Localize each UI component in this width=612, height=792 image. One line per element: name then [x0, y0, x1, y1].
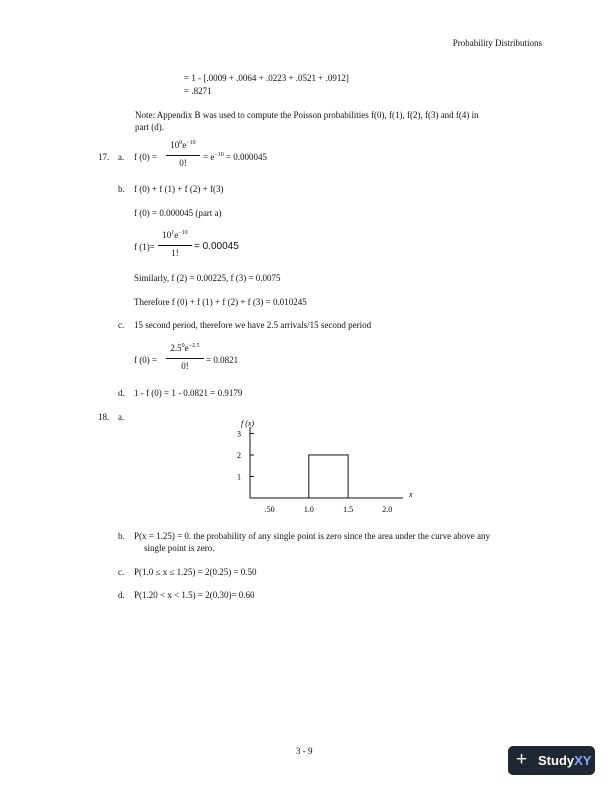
page-number: 3 - 9: [296, 746, 313, 756]
p18b-label: b.: [118, 531, 125, 541]
p17c-lhs: f (0) =: [134, 355, 158, 365]
p17b-line1: f (0) + f (1) + f (2) + f(3): [134, 184, 224, 194]
p17b-f1-value: = 0.00045: [194, 241, 239, 252]
p18-number: 18.: [98, 412, 110, 422]
p17b-f1-fraction-bar: [158, 245, 192, 246]
p17c-line1: 15 second period, therefore we have 2.5 arrivals/15 second period: [134, 320, 372, 330]
studyxy-badge[interactable]: [508, 746, 595, 775]
p18a-label: a.: [118, 412, 125, 422]
p17a-numerator: $10^0e^{-10}$: [170, 140, 196, 150]
p16-line2: = .8271: [184, 86, 212, 96]
y-tick-label: 1: [237, 472, 241, 482]
x-tick-label: 2.0: [382, 505, 393, 514]
plus-icon: +: [516, 749, 528, 770]
p17b-line5: Therefore f (0) + f (1) + f (2) + f (3) = 0.010245: [134, 297, 307, 307]
p17a-fraction-bar: [166, 155, 200, 156]
p17d-text: 1 - f (0) = 1 - 0.0821 = 0.9179: [134, 388, 243, 398]
y-axis-label: f (x): [241, 419, 255, 428]
p18b-line1: P(x = 1.25) = 0. the probability of any single point is zero since the area under the curve above any: [134, 531, 491, 541]
uniform-density-chart: [225, 415, 425, 525]
p17b-label: b.: [118, 184, 125, 194]
p18d-text: P(1.20 < x < 1.5) = 2(0.30)= 0.60: [134, 590, 255, 600]
p18d-label: d.: [118, 590, 125, 600]
page-header-title: Probability Distributions: [452, 38, 542, 48]
chart-labels: [237, 419, 413, 514]
chart-bars: [309, 455, 348, 498]
p17b-f1-numerator: $10^1e^{-10}$: [162, 230, 188, 240]
y-tick-label: 2: [237, 450, 241, 460]
p16-note-line1: Note: Appendix B was used to compute the Poisson probabilities f(0), f(1), f(2), f(3) and f(4) in: [135, 110, 479, 120]
p17b-f1-denominator: 1!: [171, 248, 179, 258]
x-tick-label: .50: [264, 505, 275, 514]
density-bar: [309, 455, 348, 498]
p18c-label: c.: [118, 567, 125, 577]
chart-axes: [250, 427, 403, 498]
x-axis-label: x: [409, 490, 413, 499]
p17b-f1-lhs: f (1)=: [134, 242, 155, 252]
p17a-label: a.: [118, 152, 125, 162]
p17c-fraction-bar: [166, 358, 204, 359]
y-tick-label: 3: [237, 429, 241, 439]
p17-number: 17.: [98, 152, 110, 162]
p17a-denominator: 0!: [179, 158, 187, 168]
p16-line1: = 1 - [.0009 + .0064 + .0223 + .0521 + .0912]: [184, 73, 349, 83]
p17d-label: d.: [118, 388, 125, 398]
p17c-denominator: 0!: [181, 361, 189, 371]
p18b-line2: single point is zero.: [144, 543, 215, 553]
p17c-label: c.: [118, 320, 125, 330]
p17c-value: = 0.0821: [206, 355, 239, 365]
p16-note-line2: part (d).: [135, 122, 164, 132]
chart-ticks: [250, 433, 254, 476]
brand-name: StudyXY: [538, 753, 592, 768]
x-tick-label: 1.0: [303, 505, 314, 514]
p17b-line4: Similarly, f (2) = 0.00225, f (3) = 0.0075: [134, 273, 281, 283]
p17c-numerator: $2.5^0e^{-2.5}$: [170, 343, 200, 353]
p17a-lhs: f (0) =: [134, 152, 158, 162]
p18c-text: P(1.0 ≤ x ≤ 1.25) = 2(0.25) = 0.50: [134, 567, 257, 577]
p17a-rhs: = $e^{-10} = 0.000045$: [203, 152, 268, 162]
p17b-line2: f (0) = 0.000045 (part a): [134, 208, 222, 218]
x-tick-label: 1.5: [343, 505, 354, 514]
